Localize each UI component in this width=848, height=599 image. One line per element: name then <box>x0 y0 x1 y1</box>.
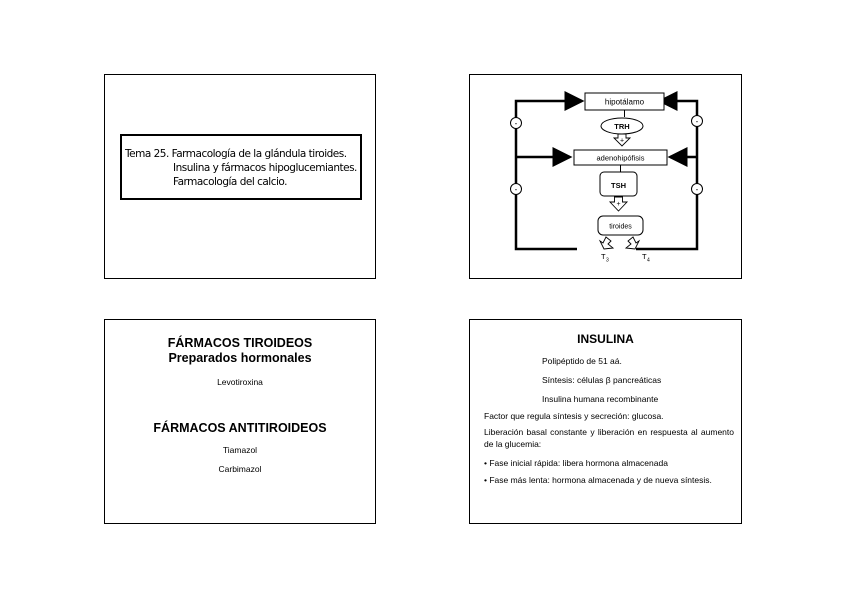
t4-output-arrow <box>626 237 639 249</box>
adenohipofisis-box <box>574 150 667 165</box>
topic-line-1: Farmacología de la glándula tiroides. <box>171 148 347 160</box>
topic-line-3: Farmacología del calcio. <box>173 176 287 188</box>
thyroid-axis-diagram <box>470 75 743 280</box>
heading-thyroid-drugs: FÁRMACOS TIROIDEOS <box>167 336 313 350</box>
minus-circle-left-bottom <box>511 184 522 195</box>
topic-box <box>120 134 362 200</box>
heading-antithyroid-drugs: FÁRMACOS ANTITIROIDEOS <box>153 421 327 435</box>
stimulus-arrow-1 <box>614 134 630 146</box>
insulin-bullet-1: • Fase inicial rápida: libera hormona almacenada <box>484 458 668 468</box>
t3-output-arrow <box>600 237 613 249</box>
subheading-hormonal-preparations: Preparados hormonales <box>168 351 312 365</box>
svg-text:+: + <box>619 137 625 145</box>
svg-text:TRH: TRH <box>614 122 630 131</box>
feedback-line-right-outer <box>636 101 697 249</box>
insulin-line-4: Factor que regula síntesis y secreción: glucosa. <box>484 411 664 421</box>
stimulus-arrow-2 <box>610 197 627 211</box>
svg-text:tiroides: tiroides <box>609 223 632 231</box>
slide-thyroid-axis-diagram <box>469 74 742 279</box>
item-tiamazol: Tiamazol <box>222 445 258 455</box>
svg-text:-: - <box>695 117 699 126</box>
svg-text:+: + <box>616 201 621 208</box>
slide-insulin <box>469 319 742 524</box>
tiroides-box <box>598 216 643 235</box>
insulin-title: INSULINA <box>577 332 634 346</box>
slide-title <box>104 74 376 279</box>
slide-thyroid-drugs <box>104 319 376 524</box>
trh-ellipse <box>601 118 643 134</box>
svg-text:hipotálamo: hipotálamo <box>604 97 645 107</box>
item-levotiroxina: Levotiroxina <box>217 377 263 387</box>
topic-label: Tema 25. <box>125 148 169 160</box>
svg-text:4: 4 <box>647 257 650 264</box>
tsh-box <box>600 172 637 196</box>
minus-circle-right-bottom <box>692 184 703 195</box>
minus-circle-left-top <box>511 118 522 129</box>
svg-text:3: 3 <box>606 257 609 264</box>
insulin-line-5: Liberación basal constante y liberación en respuesta al aumento de la glucemia: <box>484 427 734 449</box>
hipotalamo-box <box>585 93 664 110</box>
svg-text:-: - <box>514 119 518 128</box>
feedback-line-left-outer <box>516 101 582 249</box>
insulin-line-3: Insulina humana recombinante <box>542 394 659 404</box>
minus-circle-right-top <box>692 116 703 127</box>
insulin-line-2: Síntesis: células β pancreáticas <box>542 375 662 385</box>
svg-text:-: - <box>514 185 518 194</box>
svg-text:TSH: TSH <box>611 181 626 190</box>
svg-text:adenohipófisis: adenohipófisis <box>596 153 645 163</box>
svg-text:T: T <box>642 252 647 261</box>
svg-text:T: T <box>601 252 606 261</box>
item-carbimazol: Carbimazol <box>218 464 262 474</box>
t3-label <box>601 252 609 264</box>
svg-text:-: - <box>695 185 699 194</box>
insulin-line-1: Polipéptido de 51 aá. <box>542 356 622 366</box>
insulin-bullet-2: • Fase más lenta: hormona almacenada y de nueva síntesis. <box>484 475 712 485</box>
t4-label <box>642 252 650 264</box>
topic-line-2: Insulina y fármacos hipoglucemiantes. <box>173 162 357 174</box>
